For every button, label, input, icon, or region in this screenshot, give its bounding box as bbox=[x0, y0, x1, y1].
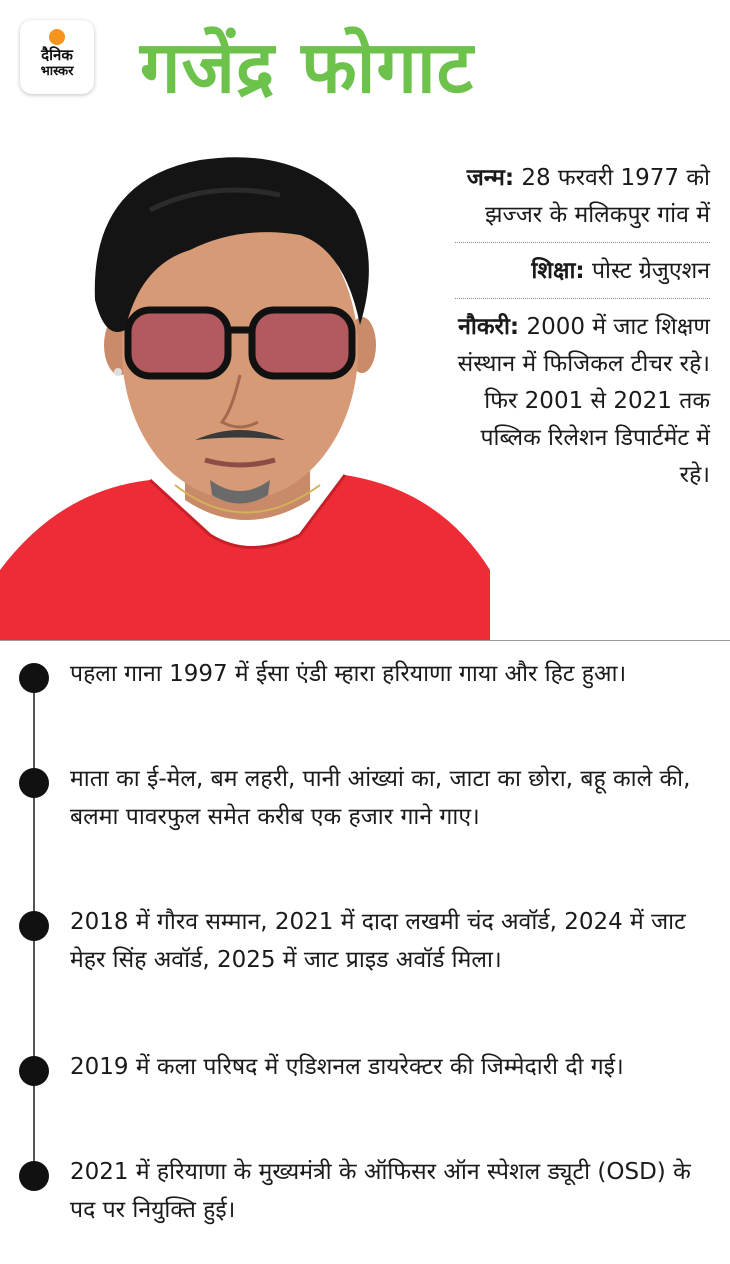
timeline-text: माता का ई-मेल, बम लहरी, पानी आंख्यां का, जाटा का छोरा, बहू काले की, बलमा पावरफुल समेत करीब एक हजार गाने गाए। bbox=[70, 766, 691, 830]
logo-line2: भास्कर bbox=[40, 64, 74, 79]
job-text: 2000 में जाट शिक्षण संस्थान में फिजिकल टीचर रहे। फिर 2001 से 2021 तक पब्लिक रिलेशन डिपार्टमेंट में रहे। bbox=[457, 314, 710, 488]
bullet-dot-icon bbox=[19, 663, 49, 693]
birth-text: 28 फरवरी 1977 को झज्जर के मलिकपुर गांव में bbox=[485, 165, 710, 228]
education-text: पोस्ट ग्रेजुएशन bbox=[591, 258, 710, 284]
bio-education bbox=[455, 253, 710, 299]
birth-label: जन्म: bbox=[466, 165, 515, 191]
section-divider bbox=[0, 640, 730, 641]
bio-block bbox=[455, 160, 710, 512]
timeline-text: 2018 में गौरव सम्मान, 2021 में दादा लखमी चंद अवॉर्ड, 2024 में जाट मेहर सिंह अवॉर्ड, 2025 में जाट प्राइड अवॉर्ड मिला। bbox=[70, 909, 686, 973]
bio-birth bbox=[455, 160, 710, 243]
bullet-dot-icon bbox=[19, 1056, 49, 1086]
bullet-dot-icon bbox=[19, 1161, 49, 1191]
timeline-text: 2021 में हरियाणा के मुख्यमंत्री के ऑफिसर ऑन स्पेशल ड्यूटी (OSD) के पद पर नियुक्ति हुई। bbox=[70, 1159, 691, 1223]
brand-logo bbox=[20, 20, 94, 94]
bullet-dot-icon bbox=[19, 768, 49, 798]
sun-icon bbox=[49, 29, 65, 45]
page-title: गजेंद्र फोगाट bbox=[140, 25, 474, 109]
bio-job bbox=[455, 309, 710, 502]
timeline-text: पहला गाना 1997 में ईसा एंडी म्हारा हरियाणा गाया और हिट हुआ। bbox=[70, 661, 627, 687]
job-label: नौकरी: bbox=[458, 314, 520, 340]
timeline-text: 2019 में कला परिषद में एडिशनल डायरेक्टर की जिम्मेदारी दी गई। bbox=[70, 1054, 624, 1080]
education-label: शिक्षा: bbox=[531, 258, 585, 284]
bullet-dot-icon bbox=[19, 911, 49, 941]
logo-line1: दैनिक bbox=[41, 46, 73, 64]
portrait-photo bbox=[0, 140, 490, 640]
